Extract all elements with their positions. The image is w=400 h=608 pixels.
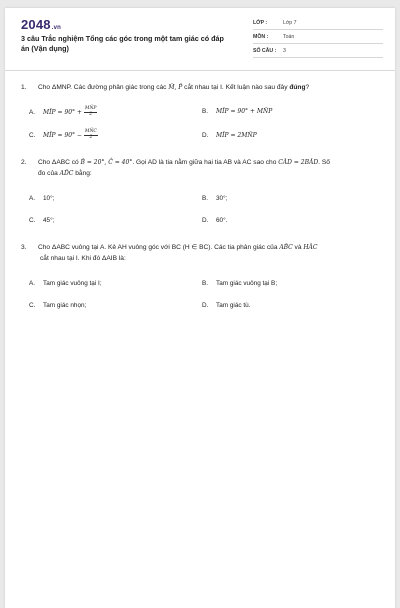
- option-letter: D.: [202, 217, 209, 224]
- option-3a[interactable]: [29, 279, 102, 289]
- option-math: MÎP = 90° −: [43, 131, 84, 139]
- option-text: 10°;: [43, 195, 55, 202]
- option-letter: D.: [202, 302, 209, 309]
- stem-text: Cho ΔABC vuông tại A. Kẻ AH vuông góc với BC (H ∈ BC). Các tia phân giác của: [38, 244, 280, 251]
- stem-text: ?: [305, 84, 310, 91]
- option-text: 30°;: [216, 195, 228, 202]
- option-letter: A.: [29, 280, 36, 287]
- option-letter: C.: [29, 131, 36, 139]
- option-text: Tam giác vuông tại B;: [216, 280, 278, 287]
- option-text: Tam giác nhọn;: [43, 302, 87, 309]
- option-letter: A.: [29, 195, 36, 202]
- option-1a[interactable]: [29, 107, 97, 118]
- site-logo[interactable]: [21, 17, 61, 32]
- stem-math: B̂ = 20°, Ĉ = 40°: [80, 159, 133, 166]
- option-text: 45°;: [43, 217, 55, 224]
- stem-text: Cho ΔABC có: [38, 159, 81, 166]
- option-fraction: [84, 107, 98, 117]
- option-letter: A.: [29, 108, 36, 116]
- question-stem: [38, 82, 376, 93]
- option-2a[interactable]: [29, 194, 54, 204]
- option-math: MÎP = 90° +: [43, 108, 84, 116]
- option-1d[interactable]: [202, 131, 257, 141]
- option-text: 60°.: [216, 217, 228, 224]
- logo-suffix: .vn: [51, 25, 62, 31]
- stem-text: . Gọi AD là tia nằm giữa hai tia AB và AC sao cho: [132, 159, 279, 166]
- option-math: MÎP = 90° + MÑP: [216, 108, 273, 115]
- option-3b[interactable]: [202, 279, 277, 289]
- option-3c[interactable]: [29, 301, 86, 311]
- option-3d[interactable]: [202, 301, 250, 311]
- option-1c[interactable]: [29, 130, 98, 141]
- meta-class-key: LỚP :: [253, 20, 268, 26]
- meta-subject-row: [253, 32, 383, 44]
- question-number: 1.: [21, 84, 27, 91]
- option-letter: B.: [202, 108, 209, 115]
- option-text: Tam giác vuông tại I;: [43, 280, 102, 287]
- document-title: 3 câu Trắc nghiệm Tổng các góc trong một tam giác có đáp án (Vận dụng): [21, 34, 224, 53]
- fraction-denominator: 2: [89, 111, 93, 117]
- option-letter: D.: [202, 132, 209, 139]
- option-letter: B.: [202, 195, 209, 202]
- fraction-numerator: MÑC: [84, 129, 97, 134]
- option-letter: B.: [202, 280, 209, 287]
- question-number: 2.: [21, 159, 27, 166]
- stem-text: cắt nhau tại I. Kết luận nào sau đây: [182, 84, 290, 91]
- stem-text: cắt nhau tại I. Khi đó ΔAIB là:: [40, 255, 126, 262]
- stem-text: Cho ΔMNP. Các đường phân giác trong các: [38, 84, 169, 91]
- meta-count-row: [253, 46, 383, 58]
- meta-count-key: SỐ CÂU :: [253, 48, 277, 54]
- fraction-numerator: MÑP: [84, 106, 97, 111]
- stem-text: . Số: [318, 159, 330, 166]
- option-text: Tam giác tù.: [216, 302, 251, 309]
- logo-text: 2048: [21, 17, 51, 32]
- meta-subject-value: Toán: [283, 34, 295, 40]
- stem-math: M̂, P̂: [168, 84, 183, 91]
- option-1b[interactable]: [202, 107, 272, 117]
- option-2d[interactable]: [202, 216, 227, 226]
- stem-text: bằng:: [73, 170, 92, 177]
- stem-text: đo của: [38, 170, 60, 177]
- option-letter: C.: [29, 217, 36, 224]
- question-stem: [38, 157, 376, 179]
- header-divider: [5, 70, 395, 71]
- stem-math: AD̂C: [59, 170, 74, 177]
- option-2b[interactable]: [202, 194, 227, 204]
- stem-math: CÂD = 2BÂD: [278, 159, 319, 166]
- meta-subject-key: MÔN :: [253, 34, 269, 40]
- meta-class-value: Lớp 7: [283, 20, 297, 26]
- meta-count-value: 3: [283, 48, 286, 54]
- fraction-denominator: 2: [89, 134, 93, 140]
- stem-math: AB̂C: [279, 244, 293, 251]
- option-letter: C.: [29, 302, 36, 309]
- option-2c[interactable]: [29, 216, 54, 226]
- option-fraction: [84, 130, 98, 140]
- stem-text: và: [292, 244, 304, 251]
- option-math: MÎP = 2MÑP: [216, 132, 257, 139]
- stem-emphasis: đúng: [289, 84, 306, 91]
- question-number: 3.: [21, 244, 27, 251]
- document-page: [5, 8, 395, 608]
- meta-class-row: [253, 18, 383, 30]
- stem-math: HÂC: [303, 244, 318, 251]
- question-stem: [38, 242, 376, 264]
